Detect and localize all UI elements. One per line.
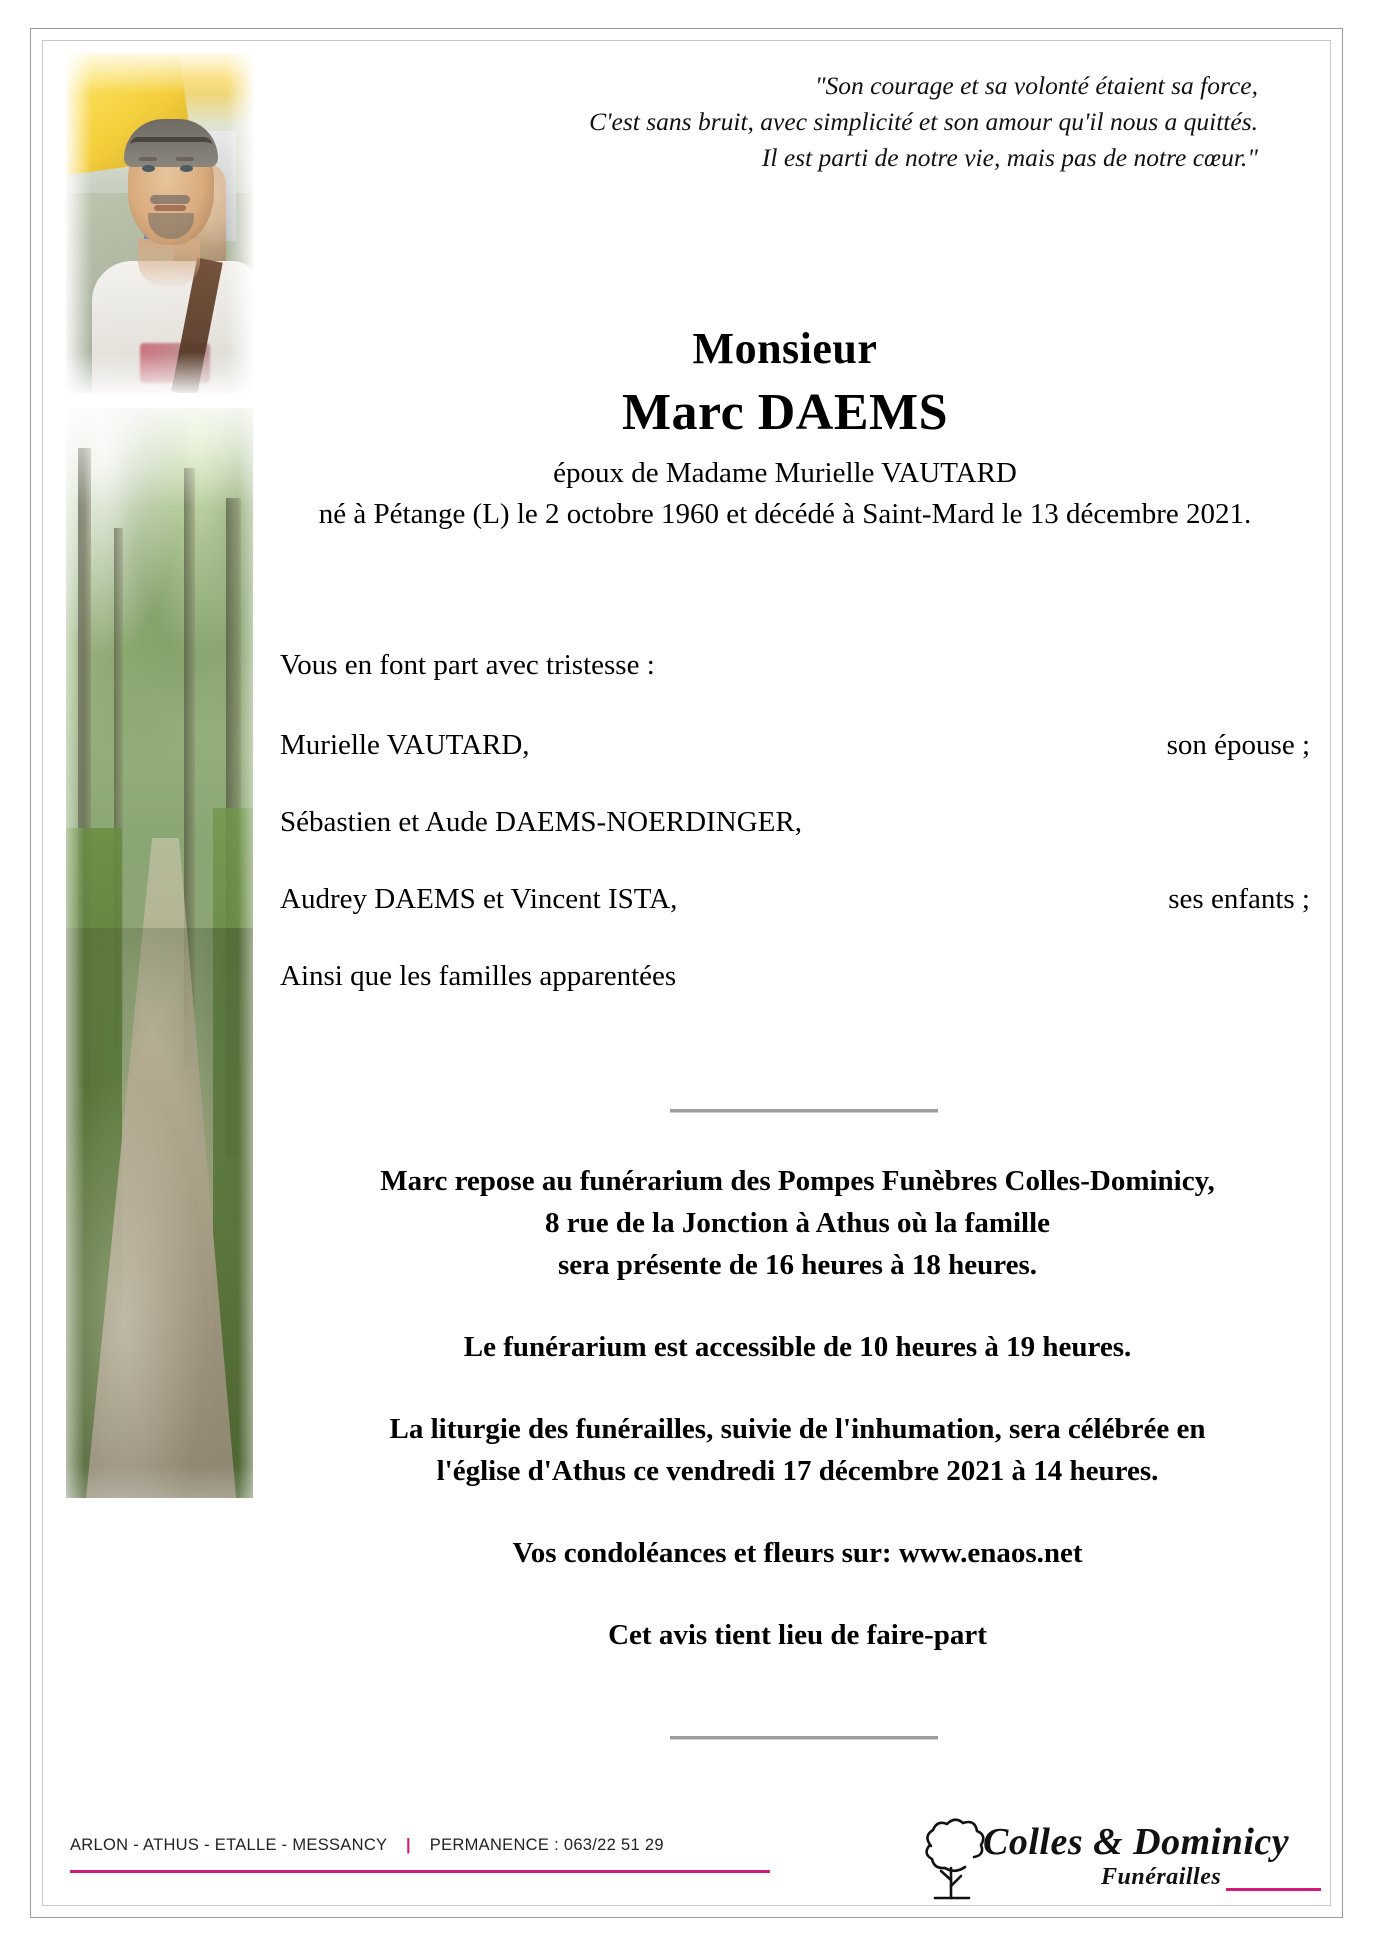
liturgy-line-2: l'église d'Athus ce vendredi 17 décembre 2021 à 14 heures.	[436, 1455, 1159, 1487]
footer-permanence: PERMANENCE : 063/22 51 29	[429, 1836, 664, 1854]
forest-path-photo	[66, 408, 253, 1498]
brand-name: Colles & Dominicy	[983, 1821, 1290, 1863]
portrait-fade-overlay	[66, 53, 253, 393]
family-names: Murielle VAUTARD,	[280, 729, 530, 761]
quote-line-1: "Son courage et sa volonté étaient sa force,	[814, 71, 1258, 100]
quote-line-3: Il est parti de notre vie, mais pas de notre cœur."	[761, 143, 1258, 172]
deceased-name: Marc DAEMS	[621, 384, 949, 441]
company-logo	[801, 1810, 1321, 1906]
footer-contact	[70, 1836, 664, 1855]
service-details	[270, 1160, 1325, 1656]
family-names: Sébastien et Aude DAEMS-NOERDINGER,	[280, 806, 802, 838]
section-divider	[670, 1736, 938, 1740]
spacer	[270, 1286, 1325, 1326]
repose-line-3: sera présente de 16 heures à 18 heures.	[558, 1249, 1037, 1281]
footer-separator: |	[405, 1836, 411, 1854]
spacer	[270, 1368, 1325, 1408]
forest-fade-overlay	[66, 408, 253, 1498]
spacer	[270, 1492, 1325, 1532]
announcement-lead: Vous en font part avec tristesse :	[280, 649, 655, 681]
memorial-quote	[430, 68, 1310, 176]
deceased-identity	[255, 320, 1315, 534]
honorific-title: Monsieur	[692, 324, 878, 373]
announcement-block	[280, 645, 1320, 993]
portrait-photo	[66, 53, 253, 393]
section-divider	[670, 1109, 938, 1113]
footer-cities: ARLON - ATHUS - ETALLE - MESSANCY	[70, 1836, 388, 1854]
liturgy-line-1: La liturgie des funérailles, suivie de l'inhumation, sera célébrée en	[389, 1413, 1206, 1445]
quote-line-2: C'est sans bruit, avec simplicité et son amour qu'il nous a quittés.	[589, 107, 1258, 136]
family-relation: ses enfants ;	[1168, 883, 1310, 915]
family-closing-text: Ainsi que les familles apparentées	[280, 960, 677, 992]
brand-subtitle: Funérailles	[1101, 1864, 1222, 1890]
spouse-line: époux de Madame Murielle VAUTARD	[553, 457, 1017, 489]
family-row	[280, 806, 1320, 839]
photo-column	[56, 53, 253, 1823]
family-names: Audrey DAEMS et Vincent ISTA,	[280, 883, 678, 915]
family-relation: son épouse ;	[1166, 729, 1310, 761]
footer-rule-left	[70, 1870, 770, 1873]
tree-icon	[909, 1816, 993, 1902]
repose-line-2: 8 rue de la Jonction à Athus où la famille	[544, 1207, 1051, 1239]
faire-part-notice: Cet avis tient lieu de faire-part	[608, 1619, 987, 1651]
family-row	[280, 883, 1320, 916]
family-closing	[280, 960, 1320, 993]
footer	[56, 1810, 1331, 1906]
spacer	[270, 1574, 1325, 1614]
birth-death-line: né à Pétange (L) le 2 octobre 1960 et décédé à Saint-Mard le 13 décembre 2021.	[318, 498, 1252, 530]
repose-line-1: Marc repose au funérarium des Pompes Funèbres Colles-Dominicy,	[380, 1165, 1215, 1197]
condolences-line: Vos condoléances et fleurs sur: www.enaos.net	[512, 1537, 1083, 1569]
funerarium-access: Le funérarium est accessible de 10 heures à 19 heures.	[463, 1331, 1132, 1363]
family-row	[280, 729, 1320, 762]
